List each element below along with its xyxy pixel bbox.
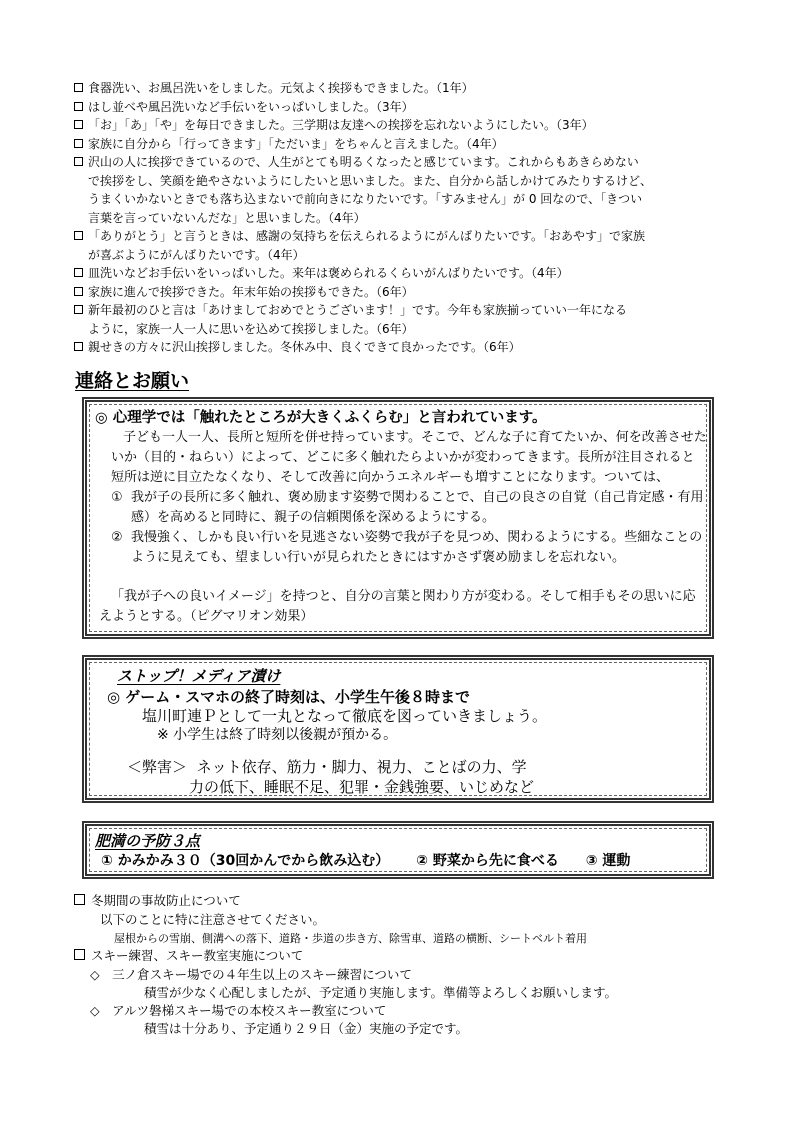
voice-line: 親せきの方々に沢山挨拶しました。冬休み中、良くできて良かったです。（6年）	[88, 340, 521, 354]
checkbox-icon	[74, 102, 83, 111]
voice-item	[74, 227, 724, 264]
notice-accident-sub: 以下のことに特に注意させてください。	[100, 912, 326, 927]
voice-line: 言葉を言っていないんだな」と思いました。（4年）	[88, 210, 366, 225]
psychology-conclusion: 「我が子への良いイメージ」を持つと、自分の言葉と関わり方が変わる。そして相手もその思いに応えようとする。（ピグマリオン効果）	[99, 589, 696, 624]
voice-item	[74, 301, 724, 338]
obesity-item-1: ① かみかみ３０（30回かんでから飲み込む）	[101, 853, 390, 869]
obesity-box	[82, 821, 714, 879]
voice-line: ように，家族一人一人に思いを込めて挨拶しました。（6年）	[88, 321, 414, 336]
checkbox-icon	[74, 83, 83, 92]
media-harm-line-1	[127, 756, 527, 777]
notice-accident-title	[74, 891, 241, 909]
voice-line: 沢山の人に挨拶できているので、人生がとても明るくなったと感じています。これからもあきらめない	[88, 155, 639, 169]
voice-line: 「お」「あ」「や」を毎日できました。三学期は友達への挨拶を忘れないようにしたい。（3年）	[88, 118, 594, 132]
obesity-items	[101, 850, 652, 870]
harm-label: ＜弊害＞	[127, 758, 188, 776]
item-number: ②	[111, 530, 123, 545]
media-title: ストップ！メディア漬け	[117, 667, 281, 685]
voice-line: 新年最初のひと言は「あけましておめでとうございます！」です。今年も家族揃っていい一年になる	[88, 303, 628, 317]
obesity-title: 肥満の予防３点	[95, 832, 201, 850]
section-title: 連絡とお願い	[75, 370, 190, 392]
voice-line: 「ありがとう」と言うときは、感謝の気持ちを伝えられるようにがんばりたいです。「おあやす」で家族	[88, 229, 646, 243]
voice-line: 家族に進んで挨拶できた。年末年始の挨拶もできた。（6年）	[88, 284, 414, 299]
item-text: 我が子の長所に多く触れ、褒め励ます姿勢で関わることで、自己の良さの自覚（自己肯定感・有用感）を高めると同時に、親子の信頼関係を深めるようにする。	[131, 490, 704, 525]
voice-item	[74, 338, 724, 357]
notice-accident-detail: 屋根からの雪崩、側溝への落下、道路・歩道の歩き方、除雪車、道路の横断、シートベルト着用	[114, 932, 587, 945]
voice-item	[74, 283, 724, 302]
media-line-2: ※ 小学生は終了時刻以後親が預かる。	[157, 727, 398, 743]
voice-item	[74, 135, 724, 154]
checkbox-icon	[74, 120, 83, 129]
psychology-heading: ◎ 心理学では「触れたところが大きくふくらむ」と言われています。	[95, 410, 547, 426]
voice-line: が喜ぶようにがんばりたいです。（4年）	[88, 247, 305, 262]
voice-line: で挨拶をし、笑顔を絶やさないようにしたいと思いました。また、自分から話しかけてみたりするけど、	[88, 173, 653, 188]
psychology-item-1	[95, 488, 707, 528]
media-line-1: 塩川町連Ｐとして一丸となって徹底を図っていきましょう。	[142, 707, 548, 725]
item-number: ①	[111, 490, 123, 505]
psychology-item-2	[95, 528, 707, 568]
media-box	[82, 655, 714, 803]
voice-item	[74, 264, 724, 283]
checkbox-icon	[74, 139, 83, 148]
voice-line: はし並べや風呂洗いなど手伝いをいっぱいしました。（3年）	[88, 99, 414, 114]
checkbox-icon	[74, 342, 83, 351]
checkbox-icon	[74, 949, 85, 960]
voice-line: うまくいかないときでも落ち込まないで前向きになりたいです。「すみません」が 0 回なので、「きつい	[88, 192, 643, 206]
media-harm-line-2: 力の低下、睡眠不足、犯罪・金銭強要、いじめなど	[189, 778, 535, 796]
voice-item	[74, 153, 724, 227]
psychology-intro: 子ども一人一人、長所と短所を併せ持っています。そこで、どんな子に育てたいか、何を改善させたいか（目的・ねらい）によって、どこに多く触れたらよいかが変わってきます。長所が注目されると短所は逆に目立たなくなり、そして改善に向かうエネルギーも増すことになります。ついては、	[111, 430, 707, 485]
voice-item	[74, 116, 724, 135]
ski-a-body: 積雪が少なく心配しましたが、予定通り実施します。準備等よろしくお願いします。	[144, 985, 618, 1000]
obesity-item-3: ③ 運動	[585, 853, 631, 869]
ski-b-title: ◇ アルツ磐梯スキー場での本校スキー教室について	[90, 1003, 387, 1018]
checkbox-icon	[74, 157, 83, 166]
voice-line: 食器洗い、お風呂洗いをしました。元気よく挨拶もできました。（1年）	[88, 81, 474, 95]
harm-text-1: ネット依存、筋力・脚力、視力、ことばの力、学	[196, 758, 527, 776]
notice-text: 冬期間の事故防止について	[91, 893, 241, 908]
checkbox-icon	[74, 894, 85, 905]
checkbox-icon	[74, 305, 83, 314]
notice-text: スキー練習、スキー教室実施について	[91, 948, 304, 963]
checkbox-icon	[74, 231, 83, 240]
voice-line: 家族に自分から「行ってきます」「ただいま」をちゃんと言えました。（4年）	[88, 136, 504, 151]
psychology-box	[82, 397, 714, 639]
checkbox-icon	[74, 268, 83, 277]
voice-item	[74, 98, 724, 117]
checkbox-icon	[74, 287, 83, 296]
item-text: 我慢強く、しかも良い行いを見逃さない姿勢で我が子を見つめ、関わるようにする。些細なことのように見えても、望ましい行いが見られたときにはすかさず褒め励ましを忘れない。	[131, 530, 703, 565]
student-voices-list	[74, 79, 724, 357]
obesity-item-2: ② 野菜から先に食べる	[416, 853, 559, 869]
media-heading: ◎ ゲーム・スマホの終了時刻は、小学生午後８時まで	[107, 688, 471, 706]
voice-line: 皿洗いなどお手伝いをいっぱいした。来年は褒められるくらいがんばりたいです。（4年）	[88, 266, 569, 280]
ski-b-body: 積雪は十分あり、予定通り２９日（金）実施の予定です。	[144, 1021, 469, 1036]
voice-item	[74, 79, 724, 98]
ski-a-title: ◇ 三ノ倉スキー場での４年生以上のスキー練習について	[90, 967, 412, 982]
notice-ski-title	[74, 946, 303, 964]
